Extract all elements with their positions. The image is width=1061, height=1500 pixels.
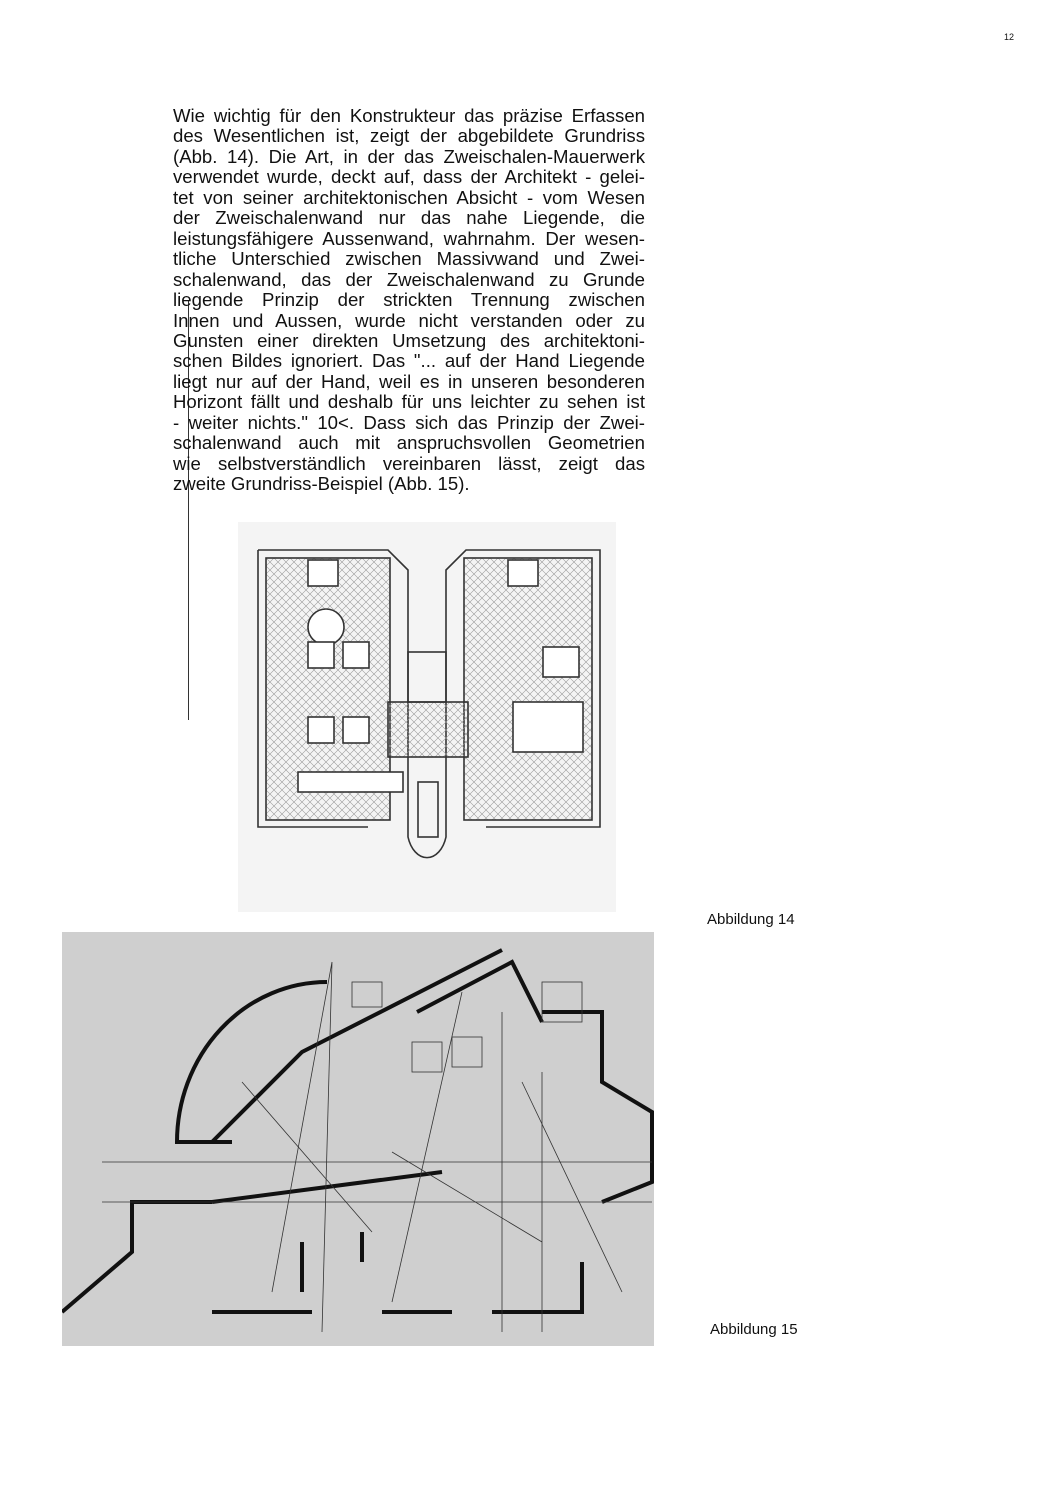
caption-figure-14: Abbildung 14 xyxy=(707,911,795,928)
body-text-line: tet von seiner architektonischen Absicht - vom Wesen xyxy=(173,186,645,208)
body-text-line: - weiter nichts." 10<. Dass sich das Prinzip der Zwei- xyxy=(173,411,645,433)
body-text-line: schen Bildes ignoriert. Das "... auf der Hand Liegende xyxy=(173,350,645,372)
body-text-line: Gunsten einer direkten Umsetzung des architektoni- xyxy=(173,329,645,351)
floor-plan-figure-14 xyxy=(238,522,616,912)
body-text-line: wie selbstverständlich vereinbaren lässt, zeigt das xyxy=(173,452,645,474)
body-text-line: liegt nur auf der Hand, weil es in unseren besonderen xyxy=(173,370,645,392)
caption-figure-15: Abbildung 15 xyxy=(710,1321,798,1338)
body-text-line: Wie wichtig für den Konstrukteur das präzise Erfassen xyxy=(173,105,645,126)
body-text-line: schalenwand auch mit anspruchsvollen Geometrien xyxy=(173,432,645,454)
body-text-line: (Abb. 14). Die Art, in der das Zweischalen-Mauerwerk xyxy=(173,145,645,167)
page-number: 12 xyxy=(1004,32,1015,42)
body-text-line: des Wesentlichen ist, zeigt der abgebildete Grundriss xyxy=(173,125,645,147)
body-text-line: der Zweischalenwand nur das nahe Liegende, die xyxy=(173,207,645,229)
body-text-line: schalenwand, das der Zweischalenwand zu Grunde xyxy=(173,268,645,290)
body-text-line: verwendet wurde, deckt auf, dass der Architekt - gelei- xyxy=(173,166,645,188)
body-text-line: zweite Grundriss-Beispiel (Abb. 15). xyxy=(173,473,470,495)
body-text-line: leistungsfähigere Aussenwand, wahrnahm. Der wesen- xyxy=(173,227,645,249)
body-text-line: liegende Prinzip der strickten Trennung zwischen xyxy=(173,289,645,311)
floor-plan-figure-15 xyxy=(62,932,654,1346)
body-text-line: Horizont fällt und deshalb für uns leichter zu sehen ist xyxy=(173,391,645,413)
body-text xyxy=(173,106,645,495)
body-text-line: Innen und Aussen, wurde nicht verstanden oder zu xyxy=(173,309,645,331)
body-text-line: tliche Unterschied zwischen Massivwand und Zwei- xyxy=(173,248,645,270)
